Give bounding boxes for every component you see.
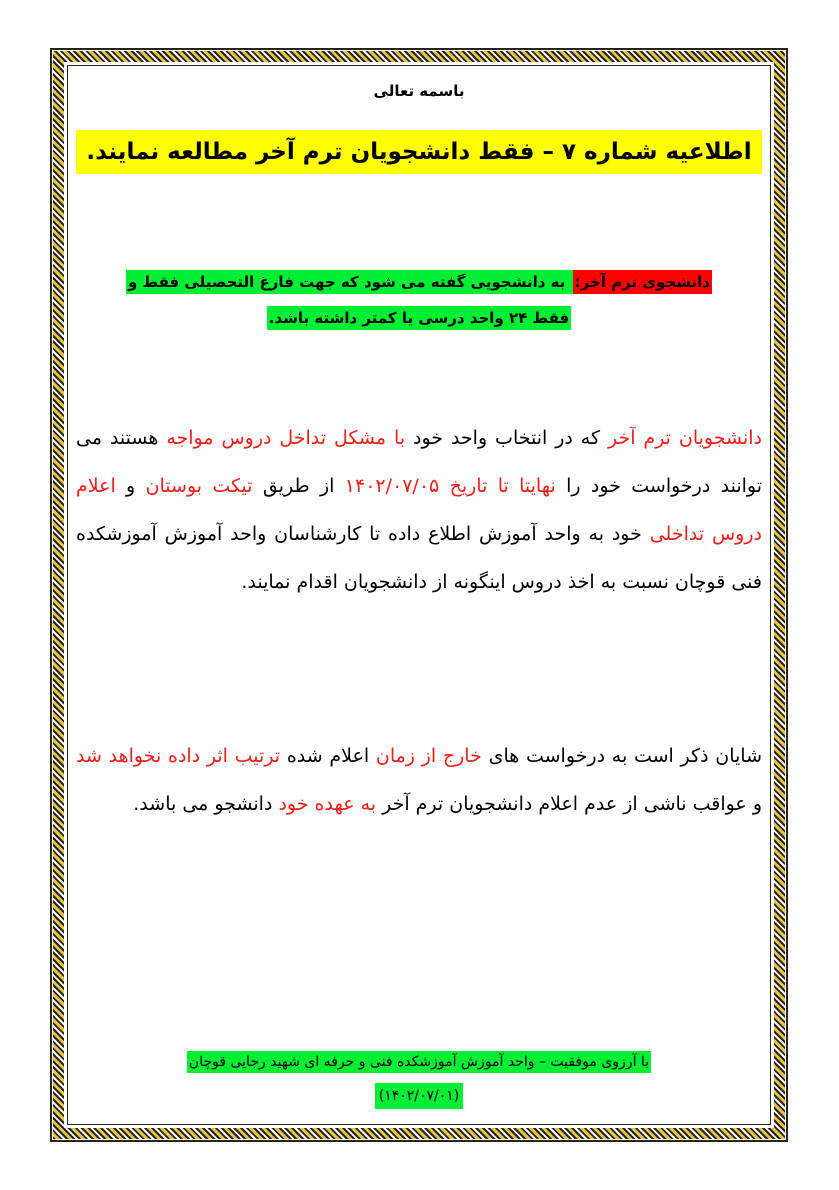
para1-emphasis-deadline: نهایتا تا تاریخ ۱۴۰۲/۰۷/۰۵ <box>344 475 556 497</box>
footer <box>70 1045 768 1113</box>
para1-emphasis-students: دانشجویان ترم آخر <box>607 427 762 449</box>
para2-emphasis-responsibility: به عهده خود <box>278 793 377 815</box>
para1-emphasis-announce: اعلام دروس تداخلی <box>76 475 762 545</box>
definition-notice <box>78 264 760 336</box>
para1-emphasis-conflict: با مشکل تداخل دروس مواجه <box>166 427 406 449</box>
para1-text-2: هستند می توانند درخواست خود را <box>76 427 762 497</box>
paragraph-late-requests <box>76 732 762 828</box>
para2-emphasis-late: خارج از زمان <box>375 745 482 767</box>
para1-text-1: که در انتخاب واحد خود <box>405 427 608 449</box>
notice-line-1 <box>78 264 760 300</box>
para2-emphasis-ignored: ترتیب اثر داده نخواهد شد <box>76 745 281 767</box>
notice-text-2: فقط ۲۴ واحد درسی یا کمتر داشته باشد. <box>267 306 571 330</box>
para1-text-4: و <box>115 475 146 497</box>
para2-text-2: اعلام شده <box>280 745 376 767</box>
title-container <box>70 130 768 174</box>
footer-wish: با آرزوی موفقیت – واحد آموزش آموزشکده فنی و حرفه ای شهید رجایی قوچان <box>187 1051 651 1073</box>
footer-line <box>70 1045 768 1079</box>
announcement-title: اطلاعیه شماره ۷ – فقط دانشجویان ترم آخر مطالعه نمایند. <box>76 130 761 174</box>
basmala-heading: باسمه تعالی <box>373 82 465 100</box>
notice-text-1: به دانشجویی گفته می شود که جهت فارغ التحصیلی فقط و <box>126 270 573 294</box>
notice-line-2 <box>78 300 760 336</box>
footer-date: (۱۴۰۲/۰۷/۰۱) <box>375 1083 464 1109</box>
para1-text-5: خود به واحد آموزش اطلاع داده تا کارشناسان واحد آموزش آموزشکده فنی قوچان نسبت به اخذ دروس اینگونه از دانشجویان اقدام نمایند. <box>76 523 762 593</box>
document-content <box>70 68 768 1122</box>
para2-text-4: دانشجو می باشد. <box>133 793 279 815</box>
para1-emphasis-ticket: تیکت بوستان <box>145 475 253 497</box>
para2-text-1: شایان ذکر است به درخواست های <box>481 745 762 767</box>
paragraph-conflict <box>76 414 762 606</box>
notice-label: دانشجوی ترم آخر: <box>573 270 712 294</box>
para2-text-3: و عواقب ناشی از عدم اعلام دانشجویان ترم آخر <box>376 793 762 815</box>
footer-date-line <box>70 1079 768 1113</box>
para1-text-3: از طریق <box>252 475 345 497</box>
